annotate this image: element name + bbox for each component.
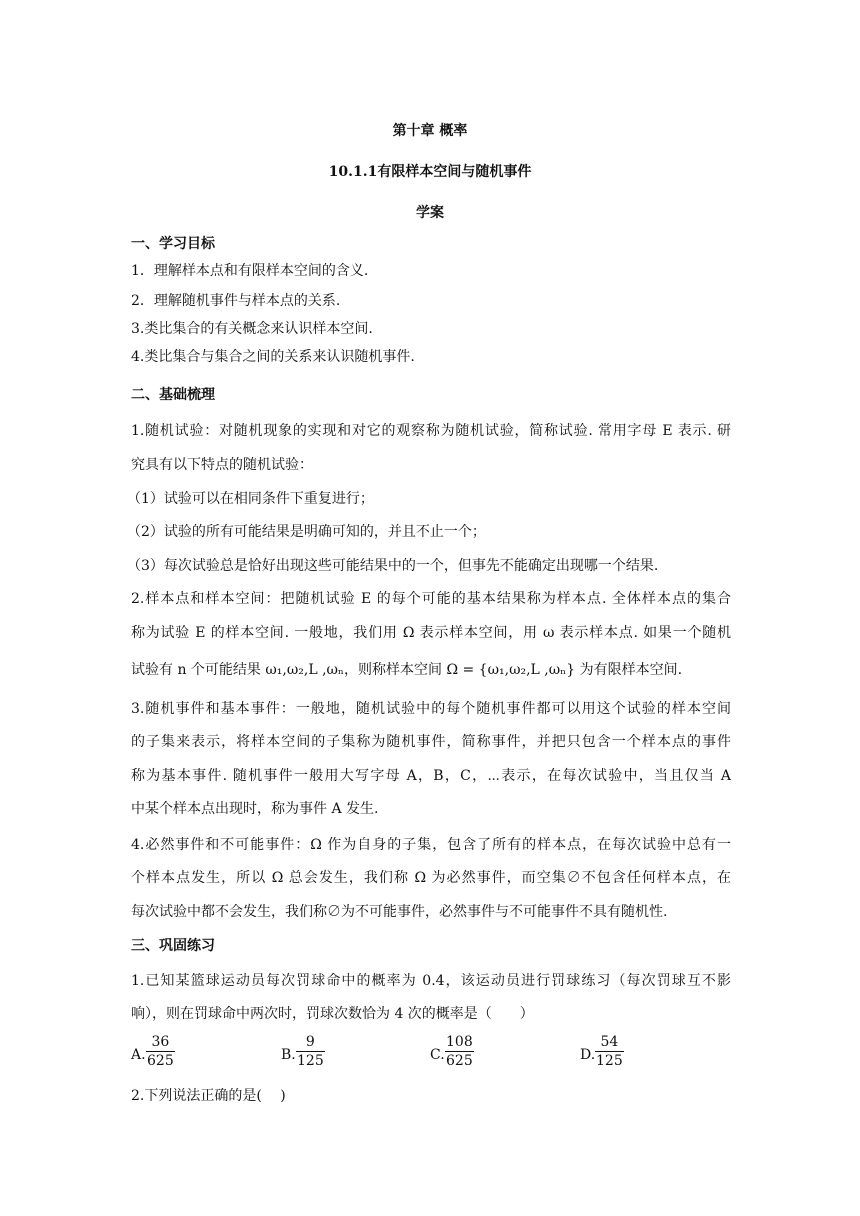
- random-event-paragraph-line: 中某个样本点出现时，称为事件 A 发生.: [131, 801, 379, 817]
- option-fraction: [595, 1034, 624, 1071]
- trial-feature-item: （1）试验可以在相同条件下重复进行；: [127, 491, 374, 507]
- option-label: B.: [281, 1047, 296, 1063]
- random-event-paragraph-line: 3.随机事件和基本事件：一般地，随机试验中的每个随机事件都可以用这个试验的样本空间: [131, 701, 731, 717]
- fraction-numerator: 36: [146, 1034, 175, 1052]
- certain-event-paragraph-line: 个样本点发生，所以 Ω 总会发生，我们称 Ω 为必然事件，而空集∅不包含任何样本点，在: [131, 870, 731, 886]
- trial-feature-item: （2）试验的所有可能结果是明确可知的，并且不止一个；: [127, 524, 486, 540]
- question-1-line: 1.已知某篮球运动员每次罚球命中的概率为 0.4，该运动员进行罚球练习（每次罚球互不影: [131, 973, 731, 989]
- question-1-line: 响），则在罚球命中两次时，罚球次数恰为 4 次的概率是（ ）: [131, 1006, 534, 1022]
- random-trial-paragraph-line: 究具有以下特点的随机试验：: [131, 457, 313, 473]
- objective-item: 3.类比集合的有关概念来认识样本空间.: [131, 321, 373, 337]
- sample-space-paragraph-line: 2.样本点和样本空间：把随机试验 E 的每个可能的基本结果称为样本点. 全体样本点的集合: [131, 591, 731, 607]
- option-label: C.: [430, 1047, 445, 1063]
- fraction-denominator: 625: [147, 1053, 174, 1069]
- sample-space-paragraph-line: 称为试验 E 的样本空间. 一般地，我们用 Ω 表示样本空间，用 ω 表示样本点. 如果一个随机: [131, 625, 731, 641]
- random-event-paragraph-line: 的子集来表示，将样本空间的子集称为随机事件，简称事件，并把只包含一个样本点的事件: [131, 734, 731, 750]
- objective-item: 2．理解随机事件与样本点的关系.: [131, 293, 341, 309]
- trial-feature-item: （3）每次试验总是恰好出现这些可能结果中的一个，但事先不能确定出现哪一个结果.: [127, 558, 659, 574]
- sample-space-paragraph-line: 试验有 n 个可能结果 ω₁,ω₂,L ,ωₙ，则称样本空间 Ω = {ω₁,ω₂,L ,ωₙ} 为有限样本空间.: [131, 662, 683, 678]
- fraction-denominator: 125: [297, 1053, 324, 1069]
- certain-event-paragraph-line: 每次试验中都不会发生，我们称∅为不可能事件，必然事件与不可能事件不具有随机性.: [131, 904, 668, 920]
- certain-event-paragraph-line: 4.必然事件和不可能事件：Ω 作为自身的子集，包含了所有的样本点，在每次试验中总有一: [131, 837, 731, 853]
- option-label: A.: [131, 1047, 146, 1063]
- question-2-line: 2.下列说法正确的是( ): [131, 1088, 286, 1104]
- chapter-title: 第十章 概率: [392, 123, 468, 139]
- practice-heading: 三、巩固练习: [131, 938, 215, 954]
- objective-item: 1．理解样本点和有限样本空间的含义.: [131, 263, 369, 279]
- basics-heading: 二、基础梳理: [131, 387, 215, 403]
- option-label: D.: [580, 1047, 596, 1063]
- random-trial-paragraph-line: 1.随机试验：对随机现象的实现和对它的观察称为随机试验，简称试验. 常用字母 E 表示. 研: [131, 423, 731, 439]
- doc-type-title: 学案: [416, 205, 444, 221]
- objective-item: 4.类比集合与集合之间的关系来认识随机事件.: [131, 349, 415, 365]
- fraction-numerator: 9: [296, 1034, 325, 1052]
- option-fraction: [296, 1034, 325, 1071]
- random-event-paragraph-line: 称为基本事件. 随机事件一般用大写字母 A，B，C，⋯表示，在每次试验中，当且仅当 A: [131, 768, 731, 784]
- lesson-title: 10.1.1有限样本空间与随机事件: [328, 164, 532, 180]
- fraction-denominator: 125: [596, 1053, 623, 1069]
- fraction-numerator: 54: [595, 1034, 624, 1052]
- fraction-numerator: 108: [446, 1034, 473, 1050]
- option-fraction: [445, 1034, 474, 1071]
- fraction-denominator: 625: [446, 1053, 473, 1069]
- option-fraction: [146, 1034, 175, 1071]
- objectives-heading: 一、学习目标: [131, 236, 215, 252]
